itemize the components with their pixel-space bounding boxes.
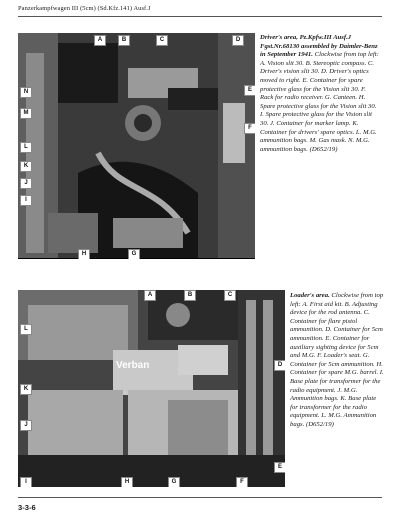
label-I: I — [20, 477, 32, 487]
label-E: E — [274, 462, 285, 473]
label-H: H — [78, 249, 90, 259]
label-M: M — [20, 108, 32, 119]
label-A: A — [94, 35, 106, 46]
photo-loaders-area — [18, 290, 285, 487]
label-E: E — [244, 85, 255, 96]
stencil-text: Verban — [116, 360, 150, 371]
label-K: K — [20, 161, 32, 172]
label-L: L — [20, 142, 32, 153]
label-C: C — [224, 290, 236, 301]
label-K: K — [20, 384, 32, 395]
label-G: G — [168, 477, 180, 487]
label-I: I — [20, 195, 32, 206]
label-L: L — [20, 324, 32, 335]
label-B: B — [118, 35, 130, 46]
label-F: F — [244, 123, 255, 134]
photo-loaders-area-image — [18, 290, 285, 487]
label-C: C — [156, 35, 168, 46]
label-G: G — [128, 249, 140, 259]
label-B: B — [184, 290, 196, 301]
caption-body: Clockwise from top left: A. First aid kit. B. Adjusting device for the rod antenna. C. Container for flare pistol ammunition. D. Container for 5cm ammunition. E. Container for auxiliary sighting device for 5cm and M.G. F. Loader's seat. G. Container for 5cm ammunition. H. Container for spare M.G. barrel. I. Base plate for transformer for the radio equipment. J. M.G. Ammunition bags. K. Base plate for transformer for the radio equipment. L. M.G. Ammunition bags. — [290, 292, 384, 428]
label-H: H — [121, 477, 133, 487]
running-head: Panzerkampfwagen III (5cm) (Sd.Kfz.141) Ausf.J — [18, 5, 151, 12]
label-J: J — [20, 178, 32, 189]
caption-title: Loader's area. — [290, 292, 330, 299]
label-D: D — [274, 360, 285, 371]
caption-body: Clockwise from top left: A. Vision slit 30. B. Stereoptic compass. C. Driver's vision slit 30. D. Driver's optics moved to right. E. Container for spare protective glass for the Vision slit 30. F. Rack for radio receiver. G. Canteen. H. Spare protective glass for the Vision slit 30. I. Spare protective glass for the Vision slit 30. J. Container for marker lamp. K. Container for drivers' spare optics. L. M.G. ammunition bags. M. Gas mask. N. M.G. ammunition bags. — [260, 51, 379, 153]
label-N: N — [20, 87, 32, 98]
footer-rule — [18, 497, 382, 498]
caption-title: Driver's area, Pz.Kpfw.III Ausf.J Fgst.Nr.68130 assembled by Daimler-Benz in September 1941. — [260, 34, 378, 59]
label-D: D — [232, 35, 244, 46]
caption-ref: (D652/19) — [309, 145, 338, 153]
label-A: A — [144, 290, 156, 301]
photo-drivers-area — [18, 33, 255, 259]
header-rule — [18, 16, 382, 17]
caption-loaders-area — [290, 292, 384, 430]
photo-drivers-area-image — [18, 33, 255, 259]
page-folio: 3-3-6 — [18, 503, 36, 512]
label-J: J — [20, 420, 32, 431]
caption-drivers-area — [260, 34, 380, 154]
label-F: F — [236, 477, 248, 487]
caption-ref: (D652/19) — [305, 420, 334, 428]
